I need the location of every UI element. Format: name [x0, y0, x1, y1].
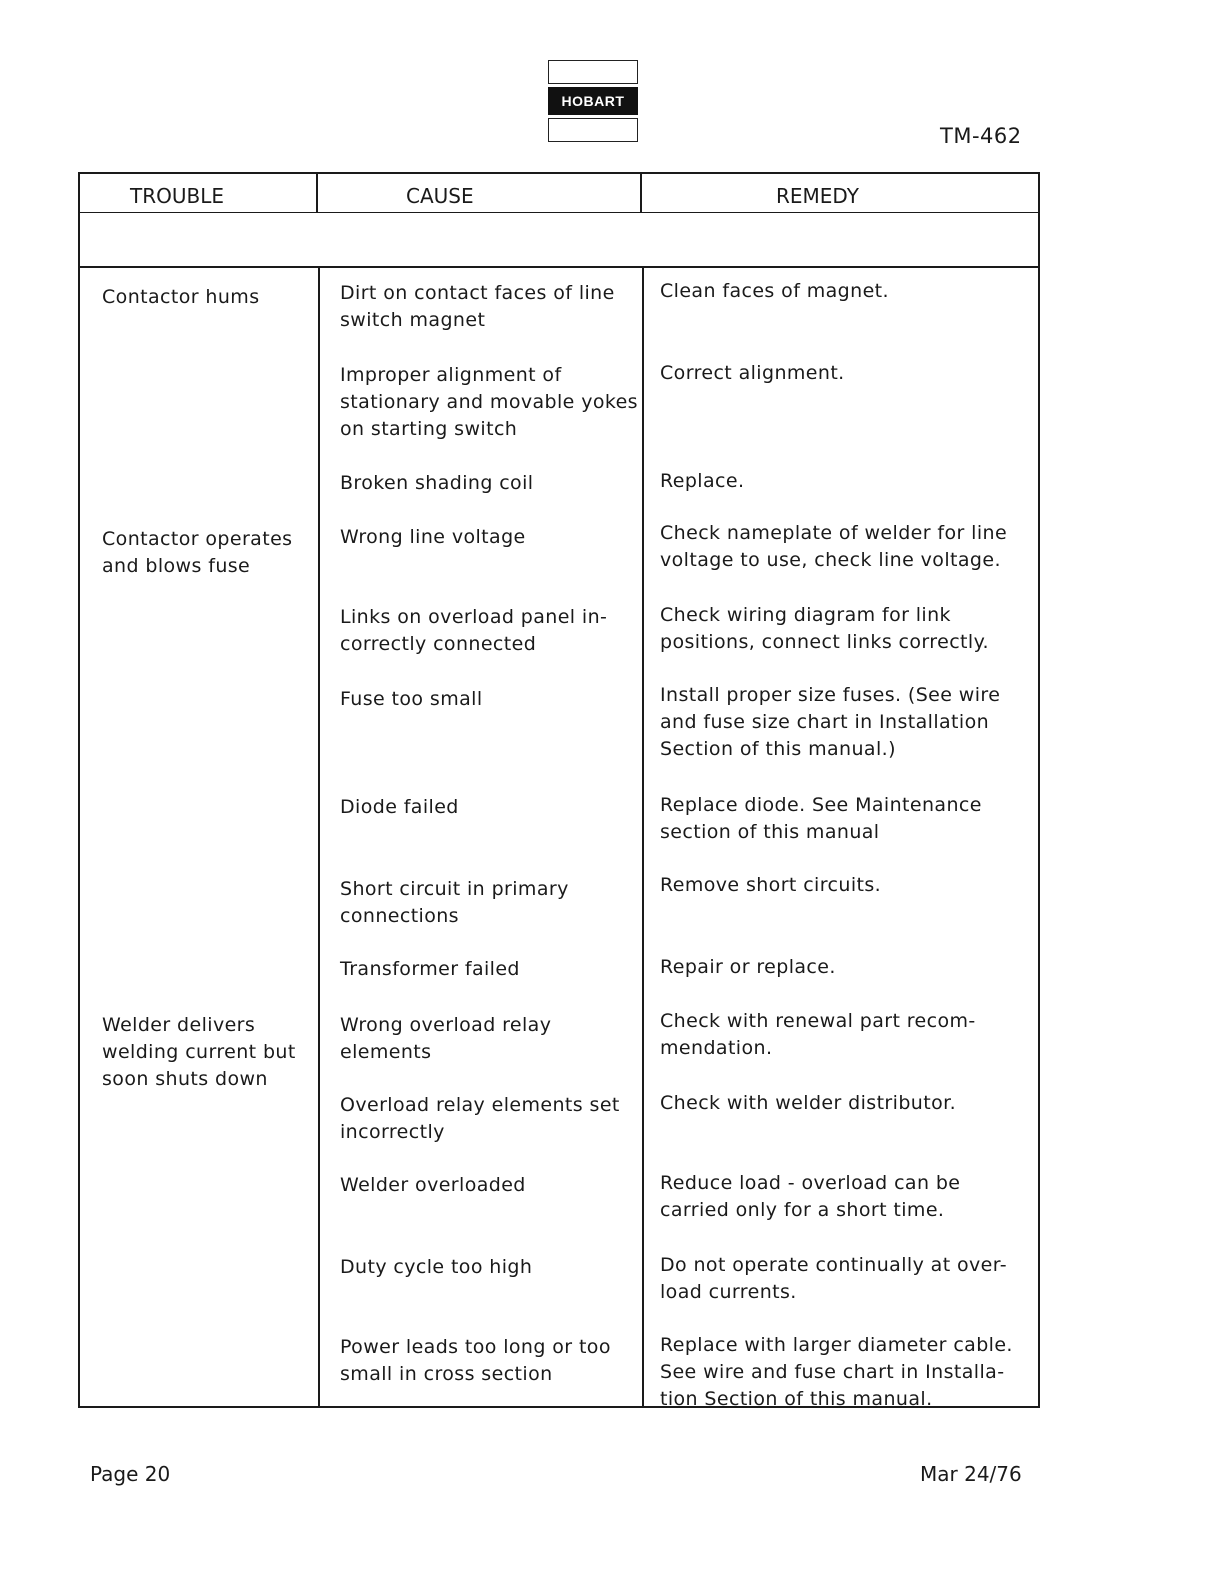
- remedy-entry: Remove short circuits.: [660, 874, 882, 896]
- troubleshooting-table: [78, 172, 1040, 1408]
- hobart-logo: [548, 60, 638, 142]
- cause-entry: Dirt on contact faces of line switch magnet: [340, 282, 615, 331]
- cause-entry: Wrong line voltage: [340, 526, 526, 548]
- cause-entry: Wrong overload relay elements: [340, 1014, 552, 1063]
- remedy-entry: Install proper size fuses. (See wire and fuse size chart in Installation Section of this manual.): [660, 684, 1001, 760]
- trouble-entry: Contactor hums: [102, 286, 260, 308]
- cause-entry: Diode failed: [340, 796, 459, 818]
- remedy-entry: Clean faces of magnet.: [660, 280, 889, 302]
- logo-top-box: [548, 60, 638, 84]
- trouble-entry: Welder delivers welding current but soon shuts down: [102, 1014, 296, 1090]
- remedy-entry: Check nameplate of welder for line voltage to use, check line voltage.: [660, 522, 1008, 571]
- remedy-entry: Reduce load - overload can be carried only for a short time.: [660, 1172, 961, 1221]
- remedy-entry: Replace with larger diameter cable. See wire and fuse chart in Installa-tion Section of this manual.: [660, 1334, 1013, 1410]
- cause-entry: Broken shading coil: [340, 472, 534, 494]
- logo-brand-text: HOBART: [548, 87, 638, 115]
- remedy-entry: Repair or replace.: [660, 956, 836, 978]
- remedy-entry: Correct alignment.: [660, 362, 845, 384]
- remedy-entry: Replace.: [660, 470, 745, 492]
- cause-entry: Power leads too long or too small in cross section: [340, 1336, 611, 1385]
- column-divider-2: [642, 266, 644, 1408]
- column-header-remedy: REMEDY: [776, 184, 859, 208]
- header-divider-1: [316, 174, 318, 212]
- remedy-entry: Check wiring diagram for link positions, connect links correctly.: [660, 604, 989, 653]
- cause-entry: Short circuit in primary connections: [340, 878, 569, 927]
- remedy-entry: Do not operate continually at over-load currents.: [660, 1254, 1008, 1303]
- page-number: Page 20: [90, 1462, 171, 1486]
- remedy-entry: Check with welder distributor.: [660, 1092, 957, 1114]
- column-header-cause: CAUSE: [406, 184, 474, 208]
- cause-entry: Welder overloaded: [340, 1174, 526, 1196]
- remedy-entry: Check with renewal part recom-mendation.: [660, 1010, 976, 1059]
- logo-bottom-box: [548, 118, 638, 142]
- trouble-entry: Contactor operates and blows fuse: [102, 528, 293, 577]
- table-header: [80, 174, 1038, 213]
- cause-entry: Improper alignment of stationary and movable yokes on starting switch: [340, 364, 638, 440]
- header-bottom-rule: [80, 266, 1038, 268]
- cause-entry: Links on overload panel in-correctly connected: [340, 606, 608, 655]
- column-header-trouble: TROUBLE: [130, 184, 224, 208]
- header-divider-2: [640, 174, 642, 212]
- column-divider-1: [318, 266, 320, 1408]
- revision-date: Mar 24/76: [920, 1462, 1022, 1486]
- cause-entry: Fuse too small: [340, 688, 483, 710]
- remedy-entry: Replace diode. See Maintenance section of this manual: [660, 794, 982, 843]
- document-id: TM-462: [940, 124, 1022, 148]
- cause-entry: Transformer failed: [340, 958, 520, 980]
- cause-entry: Overload relay elements set incorrectly: [340, 1094, 620, 1143]
- cause-entry: Duty cycle too high: [340, 1256, 533, 1278]
